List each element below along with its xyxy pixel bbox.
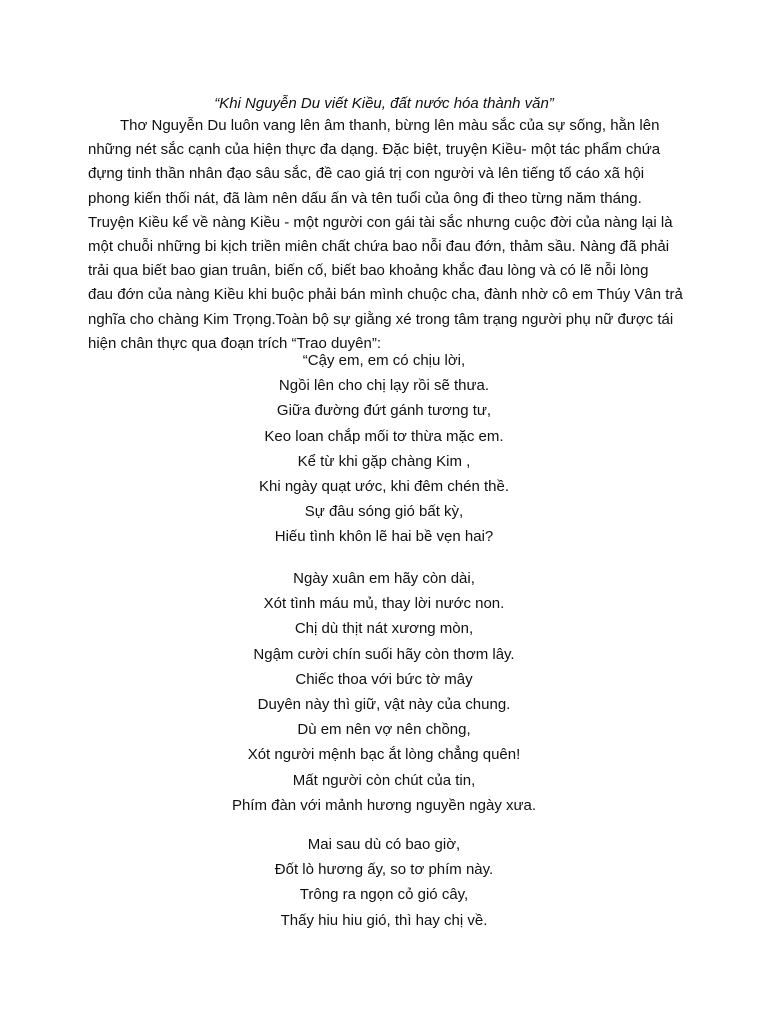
poem-verse: Đốt lò hương ấy, so tơ phím này. — [274, 861, 494, 879]
poem-verse: Khi ngày quạt ước, khi đêm chén thề. — [258, 477, 510, 495]
paragraph-line: đau đớn của nàng Kiều khi buộc phải bán mình chuộc cha, đành nhờ cô em Thúy Vân trả — [88, 286, 683, 304]
poem-verse: Duyên này thì giữ, vật này của chung. — [257, 695, 511, 713]
poem-verse: Mất người còn chút của tin, — [292, 771, 476, 789]
poem-verse: Mai sau dù có bao giờ, — [307, 836, 461, 853]
paragraph-line: hiện chân thực qua đoạn trích “Trao duyên”: — [88, 334, 381, 352]
poem-verse: Chị dù thịt nát xương mòn, — [294, 620, 474, 638]
poem-verse: Sự đâu sóng gió bất kỳ, — [304, 503, 464, 521]
paragraph-line: Truyện Kiều kể về nàng Kiều - một người con gái tài sắc nhưng cuộc đời của nàng lại là — [88, 213, 673, 231]
poem-verse: Hiếu tình khôn lẽ hai bề vẹn hai? — [274, 528, 494, 546]
paragraph-line: phong kiến thối nát, đã làm nên dấu ấn và tên tuổi của ông đi theo từng năm tháng. — [88, 189, 642, 207]
poem-verse: Ngậm cười chín suối hãy còn thơm lây. — [253, 645, 515, 663]
poem-verse: Phím đàn với mảnh hương nguyền ngày xưa. — [231, 796, 537, 814]
poem-stanza-3 — [0, 832, 768, 933]
poem-verse: Ngồi lên cho chị lạy rồi sẽ thưa. — [278, 377, 490, 395]
paragraph-line: những nét sắc cạnh của hiện thực đa dạng. Đặc biệt, truyện Kiều- một tác phẩm chứa — [88, 141, 661, 159]
poem-verse: Thấy hiu hiu gió, thì hay chị về. — [280, 911, 488, 929]
paragraph-line: nghĩa cho chàng Kim Trọng.Toàn bộ sự giằng xé trong tâm trạng người phụ nữ được tái — [88, 310, 674, 328]
poem-verse: Kể từ khi gặp chàng Kim , — [297, 452, 471, 470]
poem-stanza-2 — [0, 566, 768, 818]
poem-verse: “Cậy em, em có chịu lời, — [302, 352, 466, 369]
poem-verse: Xót người mệnh bạc ắt lòng chẳng quên! — [247, 746, 521, 764]
paragraph-line: trải qua biết bao gian truân, biến cố, biết bao khoảng khắc đau lòng và có lẽ nỗi lòng — [88, 262, 649, 280]
poem-verse: Chiếc thoa với bức tờ mây — [295, 670, 473, 688]
intro-paragraph — [88, 114, 688, 356]
poem-verse: Keo loan chắp mối tơ thừa mặc em. — [264, 427, 504, 445]
paragraph-line: đựng tinh thần nhân đạo sâu sắc, đề cao giá trị con người và lên tiếng tố cáo xã hội — [88, 165, 645, 183]
poem-verse: Trông ra ngọn cỏ gió cây, — [299, 886, 469, 904]
poem-stanza-1 — [0, 348, 768, 550]
poem-verse: Dù em nên vợ nên chồng, — [297, 721, 471, 739]
poem-verse: Xót tình máu mủ, thay lời nước non. — [263, 595, 505, 613]
paragraph-line: Thơ Nguyễn Du luôn vang lên âm thanh, bừng lên màu sắc của sự sống, hằn lên — [120, 117, 660, 134]
document-title: “Khi Nguyễn Du viết Kiều, đất nước hóa thành văn” — [214, 95, 554, 112]
poem-verse: Ngày xuân em hãy còn dài, — [293, 570, 475, 587]
poem-verse: Giữa đường đứt gánh tương tư, — [276, 402, 492, 420]
paragraph-line: một chuỗi những bi kịch triền miên chất chứa bao nỗi đau đớn, thảm sầu. Nàng đã phải — [88, 238, 670, 256]
